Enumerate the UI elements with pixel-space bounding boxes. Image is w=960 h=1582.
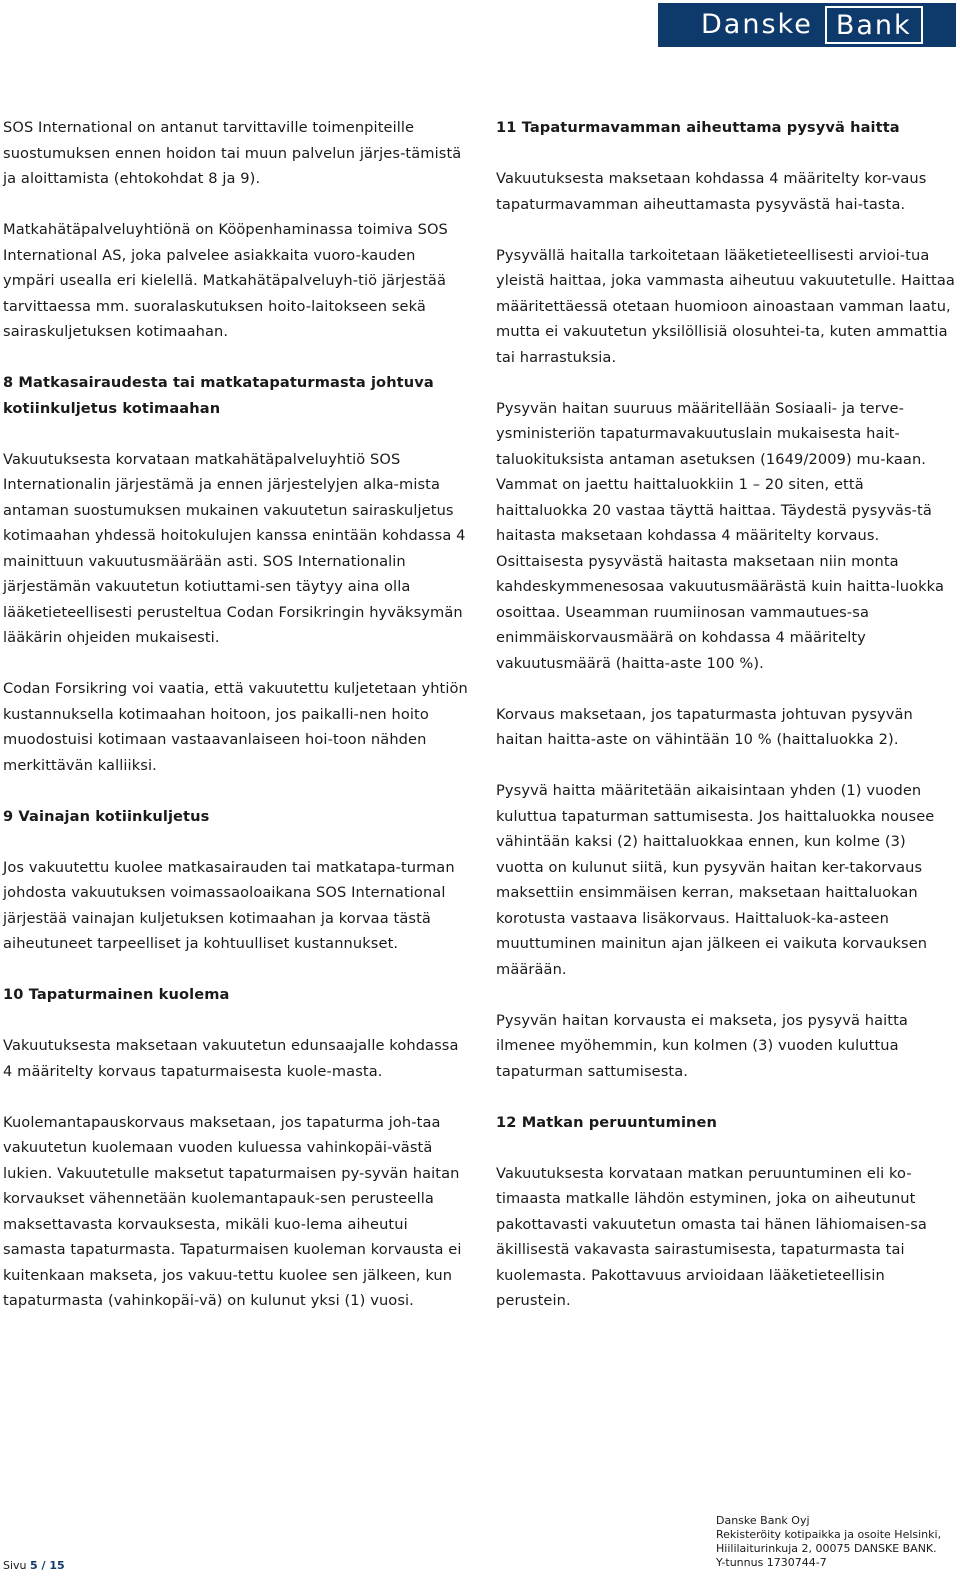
section-8-heading: 8 Matkasairaudesta tai matkatapaturmasta johtuva kotiinkuljetus kotimaahan [3, 374, 434, 417]
section-10-paragraph-1: Vakuutuksesta maksetaan vakuutetun edunsaajalle kohdassa 4 määritelty korvaus tapaturmaisesta kuole-masta. [3, 1037, 459, 1080]
left-column [3, 115, 471, 1314]
company-info [716, 1514, 941, 1570]
company-address-line-1: Rekisteröity kotipaikka ja osoite Helsinki, [716, 1528, 942, 1541]
section-9-paragraph-1: Jos vakuutettu kuolee matkasairauden tai matkatapa-turman johdosta vakuutuksen voimassaoloaikana SOS International järjestää vainajan kuljetuksen kotimaahan ja korvaa tästä aiheutuneet tarpeelliset ja kohtuulliset kustannukset. [3, 858, 455, 952]
section-9-heading: 9 Vainajan kotiinkuljetus [3, 807, 210, 825]
section-11-paragraph-1: Vakuutuksesta maksetaan kohdassa 4 määritelty kor-vaus tapaturmavamman aiheuttamasta pysyvästä hai-tasta. [496, 170, 927, 213]
section-10-paragraph-2: Kuolemantapauskorvaus maksetaan, jos tapaturma joh-taa vakuutetun kuolemaan vuoden kuluessa vahinkopäi-västä lukien. Vakuutetulle maksetut tapaturmaisen py-syvän haitan korvaukset vähennetään kuolemantapauk-sen perusteella maksettavasta korvauksesta, mikäli kuo-lema aiheutui samasta tapaturmasta. Tapaturmaisen kuoleman korvausta ei kuitenkaan makseta, jos vakuu-tettu kuolee sen jälkeen, kun tapaturmasta (vahinkopäi-vä) on kulunut yksi (1) vuosi. [3, 1113, 462, 1309]
company-business-id: Y-tunnus 1730744-7 [716, 1556, 827, 1569]
page-label: Sivu [3, 1559, 27, 1572]
intro-paragraph-1: SOS International on antanut tarvittaville toimenpiteille suostumuksen ennen hoidon tai muun palvelun järjes-tämistä ja aloittamista (ehtokohdat 8 ja 9). [3, 119, 462, 187]
section-11-paragraph-2: Pysyvällä haitalla tarkoitetaan lääketieteellisesti arvioi-tua yleistä haittaa, joka vammasta aiheutuu vakuutetulle. Haittaa määritettäessä otetaan huomioon ainoastaan vamman laatu, mutta ei vakuutetun yksilöllisiä olosuhtei-ta, kuten ammattia tai harrastuksia. [496, 246, 955, 366]
company-name: Danske Bank Oyj [716, 1514, 810, 1527]
section-11-paragraph-4: Korvaus maksetaan, jos tapaturmasta johtuvan pysyvän haitan haitta-aste on vähintään 10 % (haittaluokka 2). [496, 705, 913, 748]
section-12-paragraph-1: Vakuutuksesta korvataan matkan peruuntuminen eli ko-timaasta matkalle lähdön estyminen, joka on aiheutunut pakottavasti vakuutetun omasta tai hänen lähiomaisen-sa äkillisestä vakavasta sairastumisesta, tapaturmasta tai kuolemasta. Pakottavuus arvioidaan lääketieteellisin perustein. [496, 1164, 927, 1309]
section-11-heading: 11 Tapaturmavamman aiheuttama pysyvä haitta [496, 119, 900, 136]
section-12-heading: 12 Matkan peruuntuminen [496, 1113, 718, 1131]
page-number: 5 / 15 [30, 1559, 65, 1572]
section-11-paragraph-5: Pysyvä haitta määritetään aikaisintaan yhden (1) vuoden kuluttua tapaturman sattumisesta. Jos haittaluokka nousee vähintään kaksi (2) haittaluokkaa ennen, kun kolme (3) vuotta on kulunut siitä, kun pysyvän haitan ker-takorvaus maksettiin ensimmäisen kerran, maksetaan haittaluokan korotusta vastaava lisäkorvaus. Haittaluok-ka-asteen muuttuminen mainitun ajan jälkeen ei vaikuta korvauksen määrään. [496, 782, 935, 978]
company-address-line-2: Hiililaiturinkuja 2, 00075 DANSKE BANK. [716, 1542, 937, 1555]
right-column [496, 115, 958, 1314]
section-8-paragraph-1: Vakuutuksesta korvataan matkahätäpalveluyhtiö SOS Internationalin järjestämä ja ennen järjestelyjen alka-mista antaman suostumuksen mukainen vakuutetun sairaskuljetus kotimaahan yhdessä hoitokulujen kanssa enintään kohdassa 4 mainittuun vakuutusmäärään asti. SOS Internationalin järjestämän vakuutetun kotiuttami-sen täytyy aina olla lääketieteellisesti perusteltua Codan Forsikringin hyväksymän lääkärin ohjeiden mukaisesti. [3, 450, 466, 646]
section-8-paragraph-2: Codan Forsikring voi vaatia, että vakuutettu kuljetetaan yhtiön kustannuksella kotimaahan hoitoon, jos paikalli-nen hoito muodostuisi kotimaan vastaavanlaiseen hoi-toon nähden merkittävän kalliiksi. [3, 680, 468, 774]
danske-bank-logo [658, 3, 956, 47]
section-11-paragraph-3: Pysyvän haitan suuruus määritellään Sosiaali- ja terve-ysministeriön tapaturmavakuutuslain mukaisesta hait-taluokituksista antaman asetuksen (1649/2009) mu-kaan. Vammat on jaettu haittaluokkiin 1 – 20 siten, että haittaluokka 20 vastaa täyttä haittaa. Täydestä pysyväs-tä haitasta maksetaan kohdassa 4 määritelty korvaus. Osittaisesta pysyvästä haitasta maksetaan niin monta kahdeskymmenesosaa vakuutusmäärästä kuin haitta-luokka osoittaa. Useamman ruumiinosan vammautues-sa enimmäiskorvausmäärä on kohdassa 4 määritelty vakuutusmäärä (haitta-aste 100 %). [496, 399, 945, 672]
section-10-heading: 10 Tapaturmainen kuolema [3, 986, 230, 1003]
section-11-paragraph-6: Pysyvän haitan korvausta ei makseta, jos pysyvä haitta ilmenee myöhemmin, kun kolmen (3) vuoden kuluttua tapaturman sattumisesta. [496, 1011, 908, 1080]
logo-word-bank: Bank [825, 6, 923, 44]
logo-word-danske: Danske [701, 9, 813, 40]
intro-paragraph-2: Matkahätäpalveluyhtiönä on Kööpenhaminassa toimiva SOS International AS, joka palvelee asiakkaita vuoro-kauden ympäri usealla eri kielellä. Matkahätäpalveluyh-tiö järjestää tarvittaessa mm. suoralaskutuksen hoito-laitokseen sekä sairaskuljetuksen kotimaahan. [3, 221, 448, 340]
page-indicator [3, 1559, 65, 1572]
